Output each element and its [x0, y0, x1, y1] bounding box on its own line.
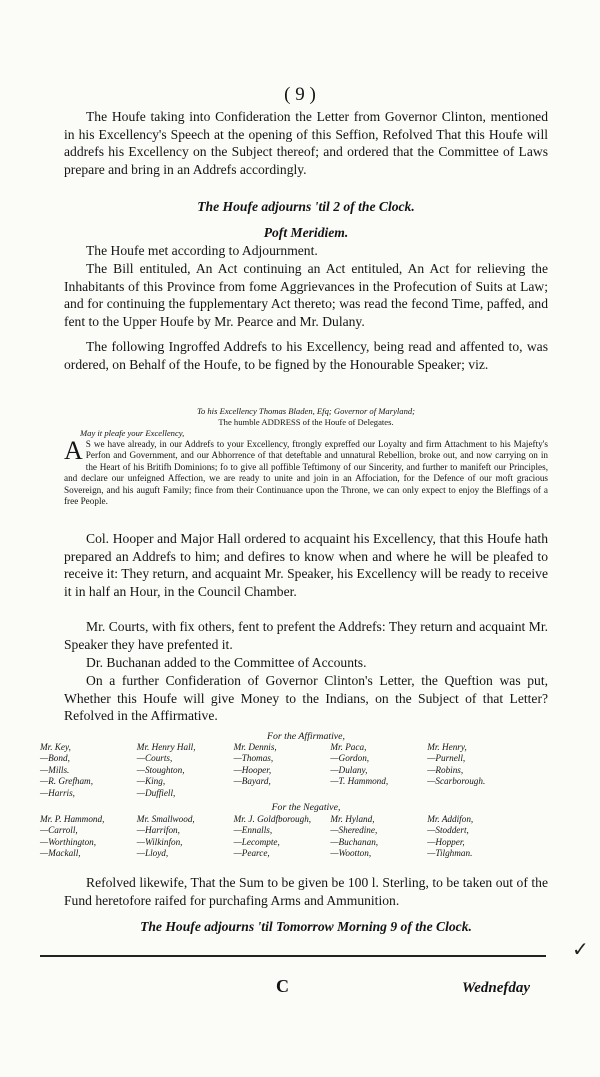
affirmative-list [40, 742, 540, 799]
voter: Mr. Henry Hall, [136, 742, 196, 752]
post-meridiem-heading: Poft Meridiem. [263, 225, 349, 240]
voter: Mr. Paca, [330, 742, 367, 752]
voter: Mr. Henry, [427, 742, 467, 752]
voter: —Wootton, [330, 848, 372, 859]
voter: —Bond, [40, 753, 70, 764]
adjournment-note-2: The Houfe adjourns 'til Tomorrow Morning 9 of the Clock. [140, 919, 472, 934]
negative-col-1 [40, 814, 137, 860]
voter: —Pearce, [233, 848, 270, 859]
affirmative-col-5 [427, 742, 524, 799]
voter: —Gordon, [330, 753, 370, 764]
voter: —Harrifon, [136, 825, 180, 836]
paragraph-ingrossed-address: The following Ingroffed Addrefs to his Excellency, being read and affented to, was ordered, on Behalf of the Houfe, to be figned by the Honourable Speaker; viz. [64, 339, 548, 372]
voter: —Sheredine, [330, 825, 378, 836]
voter: —Bayard, [233, 776, 271, 787]
voter: —Stoddert, [427, 825, 469, 836]
paragraph-clinton-letter: The Houfe taking into Confideration the Letter from Governor Clinton, mentioned in his Excellency's Speech at the opening of this Seffion, Refolved That this Houfe will addrefs his Excellency on the Subject thereof; and ordered that the Committee of Laws prepare and bring in an Addrefs accordingly. [64, 109, 548, 177]
voter: —Carroll, [40, 825, 78, 836]
signature-mark: C [276, 976, 289, 996]
negative-list [40, 814, 540, 860]
voter: —Lloyd, [136, 848, 169, 859]
voter: Mr. J. Goldfborough, [233, 814, 312, 824]
affirmative-heading: For the Affirmative, [267, 731, 345, 742]
address-recipient: To his Excellency Thomas Bladen, Efq; Governor of Maryland; [196, 406, 416, 416]
voter: —Hooper, [233, 764, 272, 775]
voter: —Scarborough. [427, 776, 486, 787]
adjournment-note: The Houfe adjourns 'til 2 of the Clock. [197, 199, 415, 214]
address-salutation: May it pleafe your Excellency, [80, 428, 185, 438]
voter: —T. Hammond, [330, 776, 389, 787]
voter: —Lecompte, [233, 836, 280, 847]
voter: —Harris, [40, 787, 75, 798]
negative-col-4 [330, 814, 427, 860]
voter: —Ennalls, [233, 825, 273, 836]
negative-columns [40, 814, 524, 860]
paragraph-buchanan: Dr. Buchanan added to the Committee of Accounts. [86, 655, 367, 670]
voter: —Mackall, [40, 848, 81, 859]
voter: —Tilghman. [427, 848, 473, 859]
voter: —Hopper, [427, 836, 465, 847]
bottom-rule [40, 955, 546, 957]
negative-col-5 [427, 814, 524, 860]
voter: Mr. Dennis, [233, 742, 277, 752]
paragraph-bill: The Bill entituled, An Act continuing an Act entituled, An Act for relieving the Inhabitants of this Province from fome Aggrievances in the Profecution of Suits at Law; and for continuing the fupplementary Act thereto; was read the fecond Time, paffed, and fent to the Upper Houfe by Mr. Pearce and Mr. Dulany. [64, 261, 548, 329]
affirmative-col-4 [330, 742, 427, 799]
voter: Mr. Addifon, [427, 814, 474, 824]
affirmative-columns [40, 742, 524, 799]
voter: Mr. Hyland, [330, 814, 375, 824]
affirmative-col-3 [234, 742, 331, 799]
voter: —King, [136, 776, 166, 787]
voter: —Purnell, [427, 753, 466, 764]
voter: —Duffiell, [136, 787, 176, 798]
affirmative-col-2 [137, 742, 234, 799]
voter: —Robins, [427, 764, 464, 775]
address-text: S we have already, in our Addrefs to your Excellency, ftrongly expreffed our Loyalty and firm Attachment to his Majefty's Perfon and Government, and our Abhorrence of that deteftable and unnatural Rebellion, broke out, and now carrying on in the Heart of his Britifh Dominions; fo to give all poffible Teftimony of our Sincerity, and further to manifeft our Principles, and declare our unfeigned Affection, we are ready to unite and join in an Affociation, for the Defence of our moft gracious Sovereign, and his auguft Family; fince from their Continuance upon the Throne, we can only expect to enjoy the Bleffings of a free People. [64, 439, 548, 507]
voter: —Dulany, [330, 764, 368, 775]
paragraph-courts: Mr. Courts, with fix others, fent to prefent the Addrefs: They return and acquaint Mr. Speaker they have prefented it. [64, 619, 548, 652]
margin-mark: ✓ [572, 939, 589, 961]
voter: —Wilkinfon, [136, 836, 183, 847]
address-heading: The humble ADDRESS of the Houfe of Delegates. [218, 417, 394, 427]
voter: —Buchanan, [330, 836, 379, 847]
paragraph-sum-resolved: Refolved likewife, That the Sum to be given be 100 l. Sterling, to be taken out of the Fund heretofore raifed for purchafing Arms and Ammunition. [64, 875, 548, 908]
voter: —R. Grefham, [40, 776, 93, 787]
voter: —Courts, [136, 753, 173, 764]
address-body [64, 436, 548, 507]
negative-col-3 [234, 814, 331, 860]
drop-cap: A [64, 436, 83, 465]
paragraph-hooper-hall: Col. Hooper and Major Hall ordered to acquaint his Excellency, that this Houfe hath prepared an Addrefs to him; and defires to know when and where he will be pleafed to receive it: They return, and acquaint Mr. Speaker, his Excellency will be ready to receive it in half an Hour, in the Council Chamber. [64, 531, 548, 599]
voter: Mr. Smallwood, [136, 814, 195, 824]
paragraph-indians-question: On a further Confideration of Governor Clinton's Letter, the Queftion was put, Whether this Houfe will give Money to the Indians, on the Subject of that Letter? Refolved in the Affirmative. [64, 673, 548, 724]
catchword: Wednefday [462, 980, 531, 996]
voter: —Stoughton, [136, 764, 185, 775]
negative-col-2 [137, 814, 234, 860]
voter: —Mills. [40, 764, 70, 775]
voter: Mr. Key, [40, 742, 71, 752]
voter: —Worthington, [40, 836, 97, 847]
affirmative-col-1 [40, 742, 137, 799]
voter: —Thomas, [233, 753, 274, 764]
voter: Mr. P. Hammond, [40, 814, 105, 824]
page-number: ( 9 ) [284, 84, 316, 105]
paragraph-house-met: The Houfe met according to Adjournment. [86, 243, 318, 258]
negative-heading: For the Negative, [271, 802, 341, 813]
